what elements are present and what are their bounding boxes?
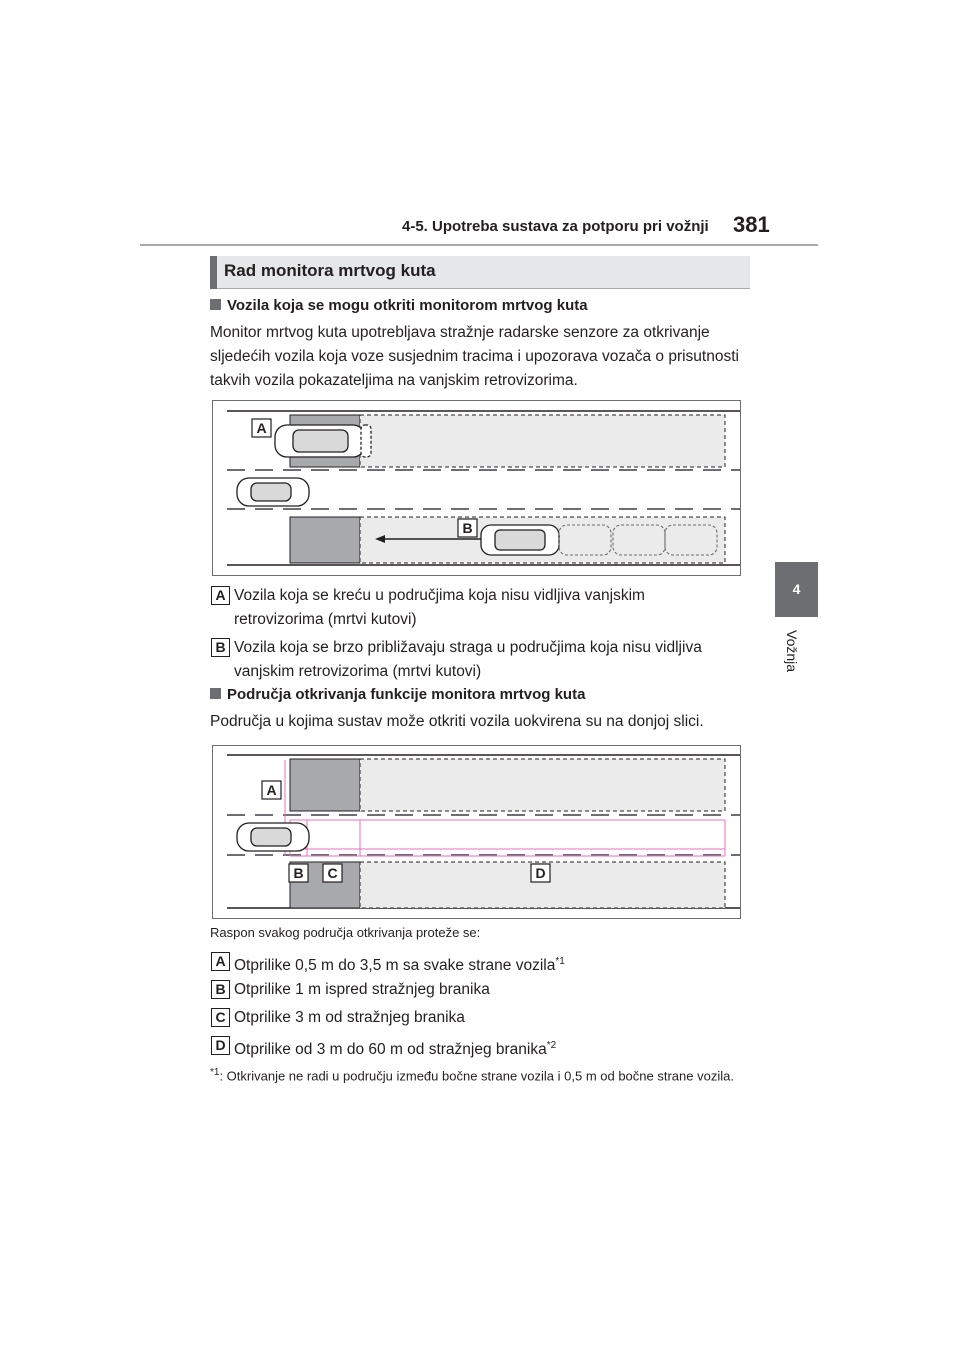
section1-heading: Vozila koja se mogu otkriti monitorom mrtvog kuta xyxy=(210,297,588,314)
range-intro: Raspon svakog područja otkrivanja proteže se: xyxy=(210,925,481,940)
item-text: Vozila koja se brzo približavaju straga u područjima koja nisu vidljiva vanjskim retrovizorima (mrtvi kutovi) xyxy=(234,639,702,680)
footnote-mark: *1 xyxy=(210,1067,220,1078)
item-text: Otprilike 3 m od stražnjeg branika xyxy=(234,1009,465,1026)
header-rule xyxy=(140,244,818,246)
item-key: B xyxy=(211,980,230,999)
car-approaching xyxy=(481,525,559,555)
diagram-detection-areas xyxy=(212,745,741,919)
diagram-blind-spot-vehicles xyxy=(212,400,741,576)
item-b xyxy=(211,636,751,684)
zone-dark-top xyxy=(290,759,360,811)
item-footnote-ref: *2 xyxy=(546,1040,557,1051)
label-c: C xyxy=(327,865,338,881)
item-footnote-ref: *1 xyxy=(555,956,565,967)
item-a xyxy=(211,584,751,632)
item-text: Otprilike 0,5 m do 3,5 m sa svake strane vozila xyxy=(234,957,556,975)
item-key: C xyxy=(211,1008,230,1027)
section2-paragraph: Područja u kojima sustav može otkriti vozila uokvirena su na donjoj slici. xyxy=(210,713,704,730)
section-title: 4-5. Upotreba sustava za potporu pri vožnji xyxy=(402,218,709,235)
section1-paragraph: Monitor mrtvog kuta upotrebljava stražnje radarske senzore za otkrivanje sljedećih vozila koja voze susjednim tracima i upozorava vozača o prisutnosti takvih vozila pokazateljima na vanjskim retrovizorima. xyxy=(210,324,739,389)
footnote-text: : Otkrivanje ne radi u području između bočne strane vozila i 0,5 m od bočne strane vozila. xyxy=(219,1068,734,1084)
page-number: 381 xyxy=(733,212,770,237)
chapter-label: Vožnja xyxy=(784,630,800,673)
label-a: A xyxy=(266,782,277,798)
item-key: A xyxy=(211,586,230,605)
section2-heading: Područja otkrivanja funkcije monitora mrtvog kuta xyxy=(210,686,585,703)
item-key: B xyxy=(211,638,230,657)
zone-dark-bottom xyxy=(290,517,360,563)
title-accent xyxy=(210,256,217,289)
footnote xyxy=(210,1063,768,1086)
item-key: A xyxy=(211,952,230,971)
range-item-d xyxy=(211,1034,556,1062)
label-b: B xyxy=(293,865,304,881)
diagram2-svg xyxy=(213,746,740,918)
diagram1-svg xyxy=(213,401,740,575)
item-key: D xyxy=(211,1036,230,1055)
range-item-a xyxy=(211,950,565,978)
range-item-b xyxy=(211,978,490,1002)
chapter-tab: 4 xyxy=(775,562,818,617)
label-b: B xyxy=(462,520,473,536)
item-text: Otprilike 1 m ispred stražnjeg branika xyxy=(234,981,490,998)
bullet-square-icon xyxy=(210,299,221,310)
label-a: A xyxy=(256,420,267,436)
bullet-square-icon xyxy=(210,688,221,699)
range-item-c xyxy=(211,1006,465,1030)
car-ego xyxy=(237,823,309,851)
item-text: Otprilike od 3 m do 60 m od stražnjeg branika xyxy=(234,1041,547,1059)
page-heading: Rad monitora mrtvog kuta xyxy=(224,261,436,280)
zone-light-top xyxy=(360,759,725,811)
car-top xyxy=(275,425,371,457)
car-ego xyxy=(237,478,309,506)
label-d: D xyxy=(535,865,546,881)
zone-light-top xyxy=(360,415,725,467)
item-text: Vozila koja se kreću u područjima koja nisu vidljiva vanjskim retrovizorima (mrtvi kutovi) xyxy=(234,587,645,628)
